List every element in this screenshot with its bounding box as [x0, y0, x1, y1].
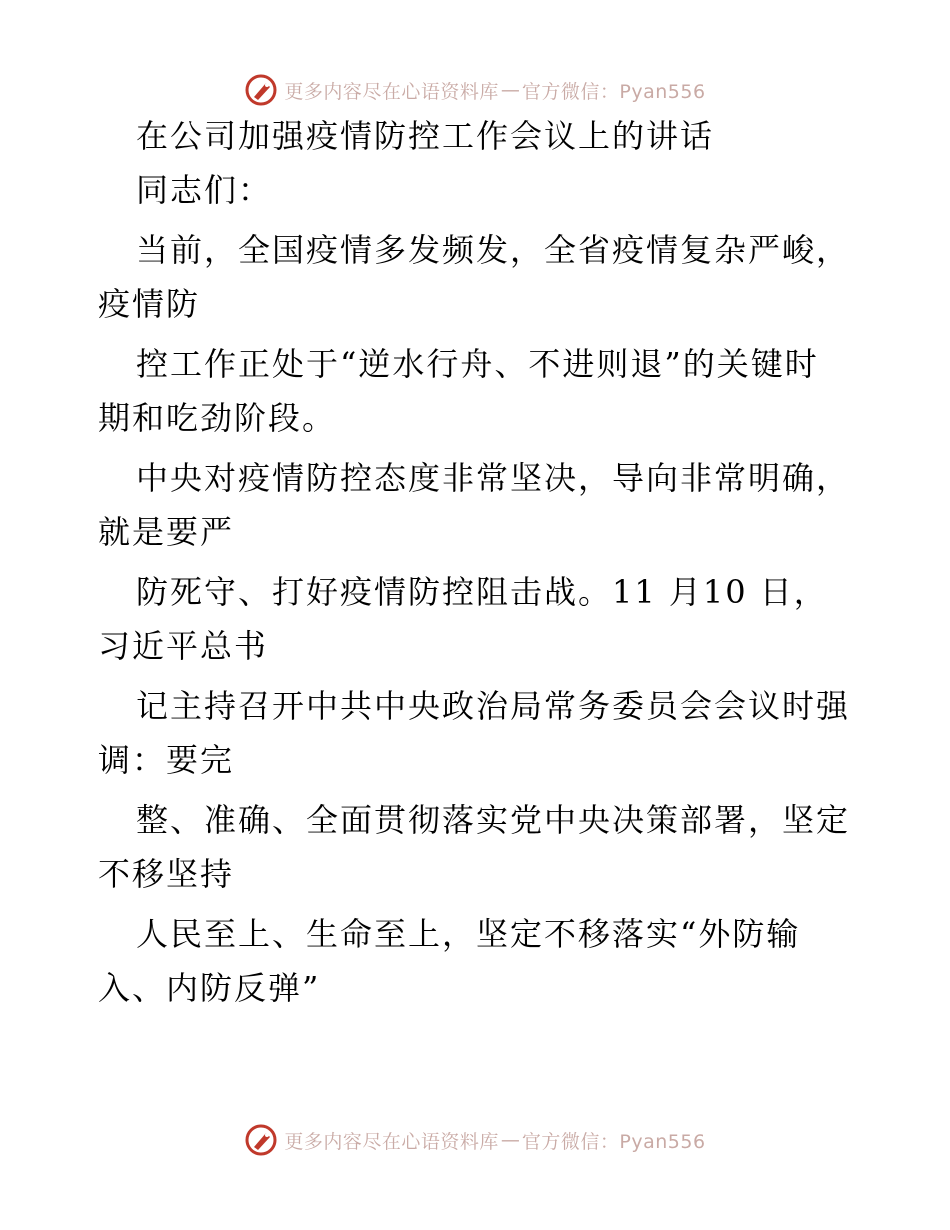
salutation: 同志们：	[136, 171, 273, 209]
paragraph-line: 整、准确、全面贯彻落实党中央决策部署，坚定	[136, 801, 851, 839]
paragraph-line: 就是要严	[98, 513, 235, 551]
watermark-suffix: 官方微信：Pyan556	[521, 1130, 706, 1153]
pen-nib-icon	[244, 1123, 278, 1157]
footer-watermark	[0, 1120, 950, 1160]
watermark-suffix: 官方微信：Pyan556	[521, 80, 706, 103]
paragraph-line: 防死守、打好疫情防控阻击战。11 月10 日，	[136, 573, 828, 611]
header-watermark	[0, 70, 950, 110]
paragraph-line: 控工作正处于“逆水行舟、不进则退”的关键时	[136, 345, 819, 383]
watermark-separator: —	[500, 1129, 520, 1151]
watermark-separator: —	[500, 79, 520, 101]
pen-nib-icon	[244, 73, 278, 107]
document-title: 在公司加强疫情防控工作会议上的讲话	[136, 117, 715, 155]
paragraph-line: 当前，全国疫情多发频发，全省疫情复杂严峻，	[136, 231, 851, 269]
paragraph-line: 习近平总书	[98, 627, 269, 665]
paragraph-line: 中央对疫情防控态度非常坚决，导向非常明确，	[136, 459, 851, 497]
paragraph-line: 入、内防反弹”	[98, 969, 321, 1007]
watermark-prefix: 更多内容尽在心语资料库	[284, 80, 499, 103]
watermark-prefix: 更多内容尽在心语资料库	[284, 1130, 499, 1153]
document-body	[98, 117, 868, 1007]
paragraph-line: 人民至上、生命至上，坚定不移落实“外防输	[136, 915, 801, 953]
paragraph-line: 记主持召开中共中央政治局常务委员会会议时强	[136, 687, 851, 725]
paragraph-line: 期和吃劲阶段。	[98, 399, 337, 437]
paragraph-line: 疫情防	[98, 285, 201, 323]
paragraph-line: 不移坚持	[98, 855, 235, 893]
paragraph-line: 调：要完	[98, 741, 235, 779]
